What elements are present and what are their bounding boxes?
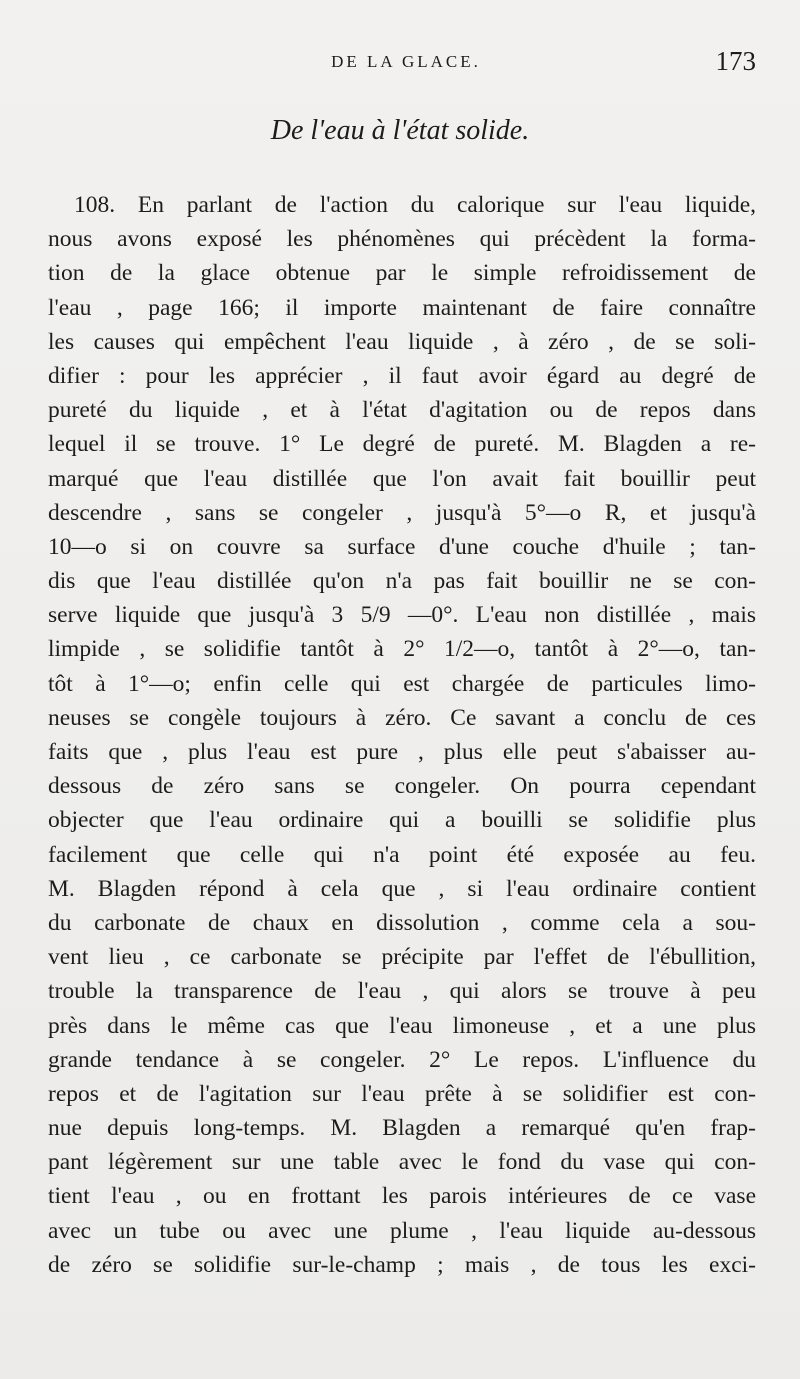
- text-line: repos et de l'agitation sur l'eau prête à se solidifier est con-: [48, 1080, 756, 1107]
- text-line: M. Blagden répond à cela que , si l'eau ordinaire contient: [48, 875, 756, 902]
- page-header: [48, 46, 764, 80]
- text-line: pant légèrement sur une table avec le fond du vase qui con-: [48, 1149, 756, 1176]
- page-number: 173: [715, 46, 756, 76]
- text-line: pureté du liquide , et à l'état d'agitation ou de repos dans: [48, 397, 756, 424]
- text-line: tion de la glace obtenue par le simple refroidissement de: [48, 260, 756, 287]
- text-line: 10—o si on couvre sa surface d'une couche d'huile ; tan-: [48, 533, 756, 560]
- text-line: dessous de zéro sans se congeler. On pourra cependant: [48, 773, 756, 800]
- text-line: du carbonate de chaux en dissolution , comme cela a sou-: [48, 909, 756, 936]
- text-line: serve liquide que jusqu'à 3 5/9 —0°. L'eau non distillée , mais: [48, 602, 756, 629]
- text-line: 108. En parlant de l'action du calorique sur l'eau liquide,: [74, 192, 756, 218]
- text-line: dis que l'eau distillée qu'on n'a pas fait bouillir ne se con-: [48, 568, 756, 595]
- text-line: tient l'eau , ou en frottant les parois intérieures de ce vase: [48, 1183, 756, 1210]
- text-line: limpide , se solidifie tantôt à 2° 1/2—o, tantôt à 2°—o, tan-: [48, 636, 756, 663]
- text-line: avec un tube ou avec une plume , l'eau liquide au-dessous: [48, 1217, 756, 1244]
- text-line: difier : pour les apprécier , il faut avoir égard au degré de: [48, 362, 756, 389]
- text-line: facilement que celle qui n'a point été exposée au feu.: [48, 841, 756, 868]
- text-line: lequel il se trouve. 1° Le degré de pureté. M. Blagden a re-: [48, 431, 756, 458]
- body-text: [48, 188, 756, 1282]
- text-line: objecter que l'eau ordinaire qui a bouilli se solidifie plus: [48, 807, 756, 834]
- text-line: grande tendance à se congeler. 2° Le repos. L'influence du: [48, 1046, 756, 1073]
- text-line: neuses se congèle toujours à zéro. Ce savant a conclu de ces: [48, 704, 756, 731]
- text-line: les causes qui empêchent l'eau liquide , à zéro , de se soli-: [48, 328, 756, 355]
- text-line: près dans le même cas que l'eau limoneuse , et a une plus: [48, 1012, 756, 1039]
- running-title: DE LA GLACE.: [331, 52, 481, 71]
- text-line: l'eau , page 166; il importe maintenant de faire connaître: [48, 294, 756, 321]
- text-line: nous avons exposé les phénomènes qui précèdent la forma-: [48, 226, 756, 253]
- text-line: tôt à 1°—o; enfin celle qui est chargée de particules limo-: [48, 670, 756, 697]
- text-line: trouble la transparence de l'eau , qui alors se trouve à peu: [48, 978, 756, 1005]
- text-line: marqué que l'eau distillée que l'on avait fait bouillir peut: [48, 465, 756, 492]
- text-line: vent lieu , ce carbonate se précipite par l'effet de l'ébullition,: [48, 944, 756, 971]
- text-line: descendre , sans se congeler , jusqu'à 5°—o R, et jusqu'à: [48, 499, 756, 526]
- text-line: faits que , plus l'eau est pure , plus elle peut s'abaisser au-: [48, 739, 756, 765]
- text-line: de zéro se solidifie sur-le-champ ; mais , de tous les exci-: [48, 1251, 756, 1278]
- text-line: nue depuis long-temps. M. Blagden a remarqué qu'en frap-: [48, 1115, 756, 1142]
- section-title: De l'eau à l'état solide.: [270, 115, 530, 146]
